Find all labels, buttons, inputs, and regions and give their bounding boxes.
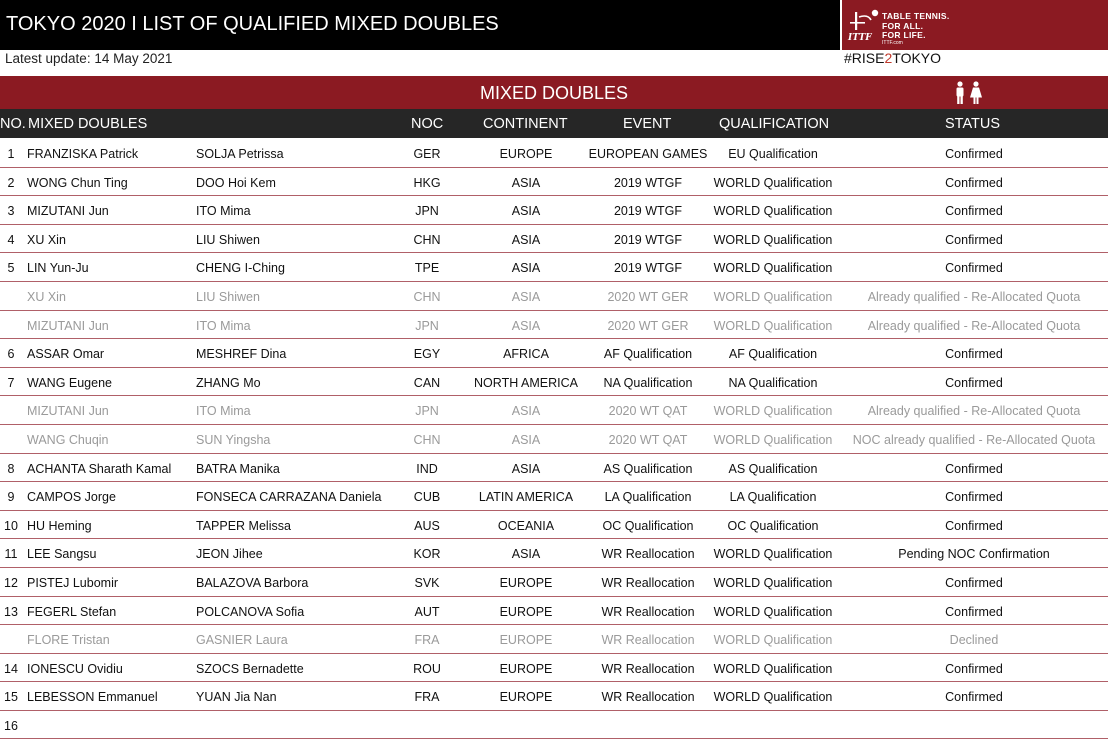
table-row: [0, 454, 1108, 483]
cell-continent: EUROPE: [499, 604, 553, 619]
cell-qualification: WORLD Qualification: [713, 261, 833, 276]
cell-continent: EUROPE: [499, 147, 553, 161]
cell-event: WR Reallocation: [601, 661, 695, 676]
table-row: [0, 311, 1108, 340]
cell-player-male: LEE Sangsu: [27, 547, 97, 562]
cell-qualification: OC Qualification: [727, 518, 819, 533]
logo-tag-line-3: FOR LIFE.: [882, 30, 926, 40]
cell-continent: ASIA: [511, 261, 541, 276]
cell-player-male: FRANZISKA Patrick: [27, 147, 139, 161]
cell-player-male: WONG Chun Ting: [27, 175, 128, 190]
cell-player-male: MIZUTANI Jun: [27, 404, 109, 419]
cell-qualification: WORLD Qualification: [713, 289, 833, 304]
cell-player-male: PISTEJ Lubomir: [27, 575, 119, 590]
cell-continent: LATIN AMERICA: [478, 490, 574, 505]
cell-player-female: SZOCS Bernadette: [196, 661, 304, 676]
cell-player-female: JEON Jihee: [196, 547, 263, 562]
cell-status: Confirmed: [945, 490, 1003, 505]
cell-continent: EUROPE: [499, 690, 553, 705]
cell-status: Confirmed: [945, 518, 1003, 533]
table-row: [0, 339, 1108, 368]
cell-event: WR Reallocation: [601, 575, 695, 590]
ittf-logo-panel: [842, 0, 1108, 50]
cell-qualification: EU Qualification: [728, 147, 818, 161]
cell-status: Declined: [949, 633, 999, 648]
cell-player-male: WANG Chuqin: [27, 432, 109, 447]
table-row: [0, 511, 1108, 540]
cell-event: 2019 WTGF: [613, 204, 683, 219]
cell-event: 2019 WTGF: [613, 232, 683, 247]
cell-continent: ASIA: [511, 204, 541, 219]
cell-qualification: WORLD Qualification: [713, 690, 833, 705]
cell-player-male: XU Xin: [27, 232, 66, 247]
cell-event: OC Qualification: [602, 518, 694, 533]
cell-noc: EGY: [413, 347, 441, 362]
cell-player-female: TAPPER Melissa: [196, 518, 291, 533]
cell-no: 15: [4, 690, 18, 705]
cell-no: 14: [4, 661, 18, 676]
cell-event: WR Reallocation: [601, 633, 695, 648]
cell-no: 4: [7, 232, 15, 247]
cell-status: NOC already qualified - Re-Allocated Quota: [852, 432, 1096, 447]
cell-status: Pending NOC Confirmation: [898, 547, 1050, 562]
table-row: [0, 396, 1108, 425]
cell-player-female: CHENG I-Ching: [196, 261, 285, 276]
cell-noc: HKG: [413, 175, 441, 190]
cell-qualification: NA Qualification: [728, 375, 818, 390]
cell-noc: AUT: [414, 604, 440, 619]
cell-status: Already qualified - Re-Allocated Quota: [867, 404, 1081, 419]
cell-noc: AUS: [414, 518, 440, 533]
logo-url: ITTF.com: [882, 40, 903, 46]
table-row: [0, 168, 1108, 197]
cell-player-male: XU Xin: [27, 289, 66, 304]
table-row: [0, 253, 1108, 282]
cell-event: 2020 WT GER: [607, 289, 689, 304]
cell-qualification: WORLD Qualification: [713, 633, 833, 648]
cell-continent: EUROPE: [499, 661, 553, 676]
cell-event: WR Reallocation: [601, 604, 695, 619]
cell-player-male: ASSAR Omar: [27, 347, 105, 362]
cell-player-male: IONESCU Ovidiu: [27, 661, 123, 676]
cell-player-female: SUN Yingsha: [196, 432, 271, 447]
cell-status: Confirmed: [945, 347, 1003, 362]
table-row: [0, 597, 1108, 626]
cell-continent: ASIA: [511, 404, 541, 419]
cell-qualification: WORLD Qualification: [713, 318, 833, 333]
cell-no: 7: [7, 375, 15, 390]
hashtag-pre: #RISE: [844, 50, 885, 66]
cell-player-female: BATRA Manika: [196, 461, 280, 476]
cell-player-female: ITO Mima: [196, 204, 251, 219]
cell-status: Confirmed: [945, 175, 1003, 190]
table-row: [0, 139, 1108, 168]
cell-status: Confirmed: [945, 147, 1003, 161]
section-bar: [0, 76, 1108, 109]
col-header-noc: NOC: [411, 116, 444, 132]
cell-noc: CHN: [413, 289, 441, 304]
cell-status: Confirmed: [945, 461, 1003, 476]
cell-player-male: ACHANTA Sharath Kamal: [27, 461, 172, 476]
cell-qualification: WORLD Qualification: [713, 232, 833, 247]
cell-noc: CHN: [413, 232, 441, 247]
cell-qualification: WORLD Qualification: [713, 547, 833, 562]
ittf-logo-icon: [846, 8, 882, 44]
cell-no: 11: [4, 547, 18, 562]
table-header: [0, 109, 1108, 138]
cell-no: 5: [7, 261, 15, 276]
logo-tag-line-2: FOR ALL.: [882, 20, 924, 31]
cell-noc: GER: [413, 147, 441, 161]
page-title: TOKYO 2020 I LIST OF QUALIFIED MIXED DOUBLES: [6, 13, 499, 35]
cell-event: 2020 WT QAT: [608, 404, 688, 419]
section-title: MIXED DOUBLES: [480, 83, 629, 103]
cell-continent: ASIA: [511, 318, 541, 333]
cell-qualification: WORLD Qualification: [713, 661, 833, 676]
cell-player-female: SOLJA Petrissa: [196, 147, 284, 161]
table-row: [0, 625, 1108, 654]
cell-no: 8: [7, 461, 15, 476]
cell-player-male: MIZUTANI Jun: [27, 318, 109, 333]
cell-continent: ASIA: [511, 232, 541, 247]
cell-continent: ASIA: [511, 547, 541, 562]
cell-player-male: WANG Eugene: [27, 375, 112, 390]
cell-continent: ASIA: [511, 289, 541, 304]
col-header-continent: CONTINENT: [483, 116, 568, 132]
cell-noc: CHN: [413, 432, 441, 447]
cell-noc: ROU: [413, 661, 441, 676]
cell-qualification: WORLD Qualification: [713, 175, 833, 190]
cell-noc: TPE: [414, 261, 440, 276]
cell-no: 9: [7, 490, 15, 505]
table-row: [0, 225, 1108, 254]
cell-noc: IND: [416, 461, 438, 476]
cell-no: 3: [7, 204, 15, 219]
cell-player-male: FLORE Tristan: [27, 633, 110, 648]
cell-noc: KOR: [413, 547, 441, 562]
cell-player-female: LIU Shiwen: [196, 289, 260, 304]
cell-event: NA Qualification: [603, 375, 693, 390]
cell-qualification: AF Qualification: [728, 347, 818, 362]
cell-noc: JPN: [415, 404, 439, 419]
cell-player-male: FEGERL Stefan: [27, 604, 117, 619]
col-header-pair: MIXED DOUBLES: [28, 116, 148, 132]
cell-continent: ASIA: [511, 432, 541, 447]
table-row: [0, 682, 1108, 711]
cell-player-male: HU Heming: [27, 518, 92, 533]
mixed-people-icon: [953, 81, 985, 105]
hashtag-accent: 2: [884, 50, 893, 66]
cell-player-female: FONSECA CARRAZANA Daniela: [196, 490, 382, 505]
cell-player-female: GASNIER Laura: [196, 633, 288, 648]
cell-qualification: WORLD Qualification: [713, 432, 833, 447]
cell-player-male: MIZUTANI Jun: [27, 204, 109, 219]
title-bar: [0, 0, 840, 50]
cell-continent: AFRICA: [503, 347, 549, 362]
cell-event: 2020 WT GER: [607, 318, 689, 333]
cell-no: 13: [4, 604, 18, 619]
cell-status: Confirmed: [945, 204, 1003, 219]
cell-player-male: LEBESSON Emmanuel: [27, 690, 158, 705]
cell-continent: EUROPE: [499, 575, 553, 590]
logo-tag-line-1: TABLE TENNIS.: [882, 11, 950, 21]
cell-status: Already qualified - Re-Allocated Quota: [867, 318, 1081, 333]
cell-qualification: WORLD Qualification: [713, 604, 833, 619]
cell-player-female: ITO Mima: [196, 404, 251, 419]
cell-qualification: LA Qualification: [729, 490, 817, 505]
table-row: [0, 425, 1108, 454]
cell-noc: SVK: [414, 575, 440, 590]
cell-status: Confirmed: [945, 661, 1003, 676]
col-header-qualification: QUALIFICATION: [719, 116, 830, 132]
table-row: [0, 711, 1108, 740]
cell-no: 10: [4, 518, 18, 533]
cell-event: AF Qualification: [603, 347, 693, 362]
cell-no: 1: [7, 147, 15, 161]
cell-qualification: AS Qualification: [728, 461, 818, 476]
cell-status: Confirmed: [945, 604, 1003, 619]
table-row: [0, 539, 1108, 568]
cell-player-female: YUAN Jia Nan: [196, 690, 277, 705]
table-row: [0, 654, 1108, 683]
cell-player-male: CAMPOS Jorge: [27, 490, 116, 505]
cell-player-female: ITO Mima: [196, 318, 251, 333]
cell-event: AS Qualification: [603, 461, 693, 476]
cell-status: Already qualified - Re-Allocated Quota: [867, 289, 1081, 304]
cell-status: Confirmed: [945, 261, 1003, 276]
cell-player-female: POLCANOVA Sofia: [196, 604, 305, 619]
cell-no: 16: [4, 718, 18, 733]
cell-player-female: BALAZOVA Barbora: [196, 575, 309, 590]
cell-qualification: WORLD Qualification: [713, 575, 833, 590]
cell-continent: NORTH AMERICA: [474, 375, 578, 390]
cell-status: Confirmed: [945, 575, 1003, 590]
cell-player-female: DOO Hoi Kem: [196, 175, 276, 190]
logo-tagline: [882, 12, 950, 41]
cell-qualification: WORLD Qualification: [713, 204, 833, 219]
cell-no: 6: [7, 347, 15, 362]
last-update: Latest update: 14 May 2021: [5, 51, 173, 66]
col-header-no: NO.: [0, 116, 26, 132]
cell-noc: JPN: [415, 318, 439, 333]
table-row: [0, 482, 1108, 511]
cell-event: 2020 WT QAT: [608, 432, 688, 447]
cell-noc: JPN: [415, 204, 439, 219]
cell-player-male: LIN Yun-Ju: [27, 261, 89, 276]
cell-continent: EUROPE: [499, 633, 553, 648]
cell-event: WR Reallocation: [601, 690, 695, 705]
col-header-event: EVENT: [623, 116, 672, 132]
cell-event: 2019 WTGF: [613, 261, 683, 276]
cell-noc: CAN: [413, 375, 441, 390]
table-row: [0, 568, 1108, 597]
cell-no: 12: [4, 575, 18, 590]
cell-qualification: WORLD Qualification: [713, 404, 833, 419]
table-row: [0, 196, 1108, 225]
cell-noc: FRA: [414, 690, 440, 705]
cell-event: WR Reallocation: [601, 547, 695, 562]
cell-continent: ASIA: [511, 461, 541, 476]
hashtag: [844, 50, 941, 66]
cell-status: Confirmed: [945, 690, 1003, 705]
hashtag-post: TOKYO: [892, 50, 942, 66]
logo-letters: ITTF: [848, 33, 872, 43]
cell-player-female: ZHANG Mo: [196, 375, 261, 390]
cell-noc: CUB: [413, 490, 441, 505]
table-row: [0, 282, 1108, 311]
cell-no: 2: [7, 175, 15, 190]
cell-event: 2019 WTGF: [613, 175, 683, 190]
cell-status: Confirmed: [945, 375, 1003, 390]
qualified-pairs-table: [0, 139, 1108, 739]
cell-noc: FRA: [414, 633, 440, 648]
cell-player-female: LIU Shiwen: [196, 232, 260, 247]
cell-event: EUROPEAN GAMES: [588, 147, 708, 161]
cell-continent: OCEANIA: [497, 518, 555, 533]
cell-event: LA Qualification: [604, 490, 692, 505]
cell-continent: ASIA: [511, 175, 541, 190]
table-row: [0, 368, 1108, 397]
cell-player-female: MESHREF Dina: [196, 347, 287, 362]
cell-status: Confirmed: [945, 232, 1003, 247]
col-header-status: STATUS: [945, 116, 1001, 132]
